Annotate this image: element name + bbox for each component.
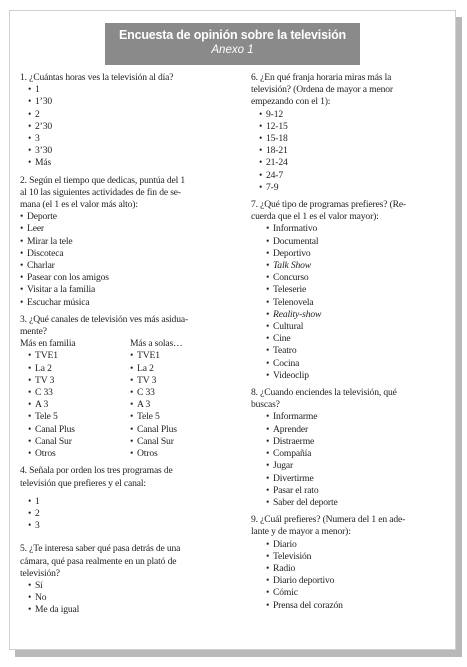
list-item: • 2 <box>35 508 230 520</box>
list-item: • Escuchar música <box>27 297 230 309</box>
question-5-line: 5. ¿Te interesa saber qué pasa detrás de una <box>20 543 181 555</box>
question-8-options <box>251 411 431 509</box>
question-9-options <box>251 539 431 612</box>
list-item: • 3 <box>35 520 230 532</box>
list-item: • Canal Plus <box>137 424 230 436</box>
list-item: • Canal Sur <box>35 436 130 448</box>
list-item: • 18-21 <box>266 145 431 157</box>
list-item: • Cultural <box>273 321 431 333</box>
list-item: • Informarme <box>273 411 431 423</box>
question-3-line: mente? <box>20 326 47 338</box>
list-item: • Teatro <box>273 345 431 357</box>
question-7 <box>251 199 431 382</box>
list-item: • Diario <box>273 539 431 551</box>
family-column <box>20 338 130 460</box>
list-item: • Teleserie <box>273 284 431 296</box>
question-9-line: 9. ¿Cuál prefieres? (Numera del 1 en ade- <box>251 514 406 526</box>
list-item: • 7-9 <box>266 182 431 194</box>
list-item: • Canal Plus <box>35 424 130 436</box>
survey-title: Encuesta de opinión sobre la televisión <box>119 28 346 42</box>
list-item: • Diario deportivo <box>273 575 431 587</box>
question-1 <box>20 72 230 170</box>
alone-column-title: Más a solas… <box>130 338 183 350</box>
question-2-line: 2. Según el tiempo que dedicas, puntúa del 1 <box>20 174 185 186</box>
question-8-line: buscas? <box>251 399 280 411</box>
list-item: • Pasar el rato <box>273 485 431 497</box>
list-item: • Radio <box>273 563 431 575</box>
list-item: • Prensa del corazón <box>273 600 431 612</box>
question-5-line: cámara, qué pasa realmente en un plató de <box>20 555 177 567</box>
list-item: • No <box>35 592 230 604</box>
list-item: • TV 3 <box>35 375 130 387</box>
list-item: • Divertirme <box>273 473 431 485</box>
list-item: • Jugar <box>273 460 431 472</box>
list-item: • Pasear con los amigos <box>27 272 230 284</box>
question-1-text: 1. ¿Cuántas horas ves la televisión al día? <box>20 72 174 83</box>
question-9-line: lante y de mayor a menor): <box>251 526 351 538</box>
question-7-line: 7. ¿Qué tipo de programas prefieres? (Re- <box>251 199 407 211</box>
question-7-line: cuerda que el 1 es el valor mayor): <box>251 211 379 223</box>
list-item: • Talk Show <box>273 260 431 272</box>
list-item: • TVE1 <box>137 350 230 362</box>
list-item: • Distraerme <box>273 436 431 448</box>
list-item: • 1’30 <box>35 96 230 108</box>
right-column <box>251 72 431 617</box>
list-item: • Informativo <box>273 223 431 235</box>
list-item: • Reality-show <box>273 309 431 321</box>
list-item: • 3 <box>35 133 230 145</box>
list-item: • La 2 <box>137 363 230 375</box>
question-8-line: 8. ¿Cuando enciendes la televisión, qué <box>251 387 397 399</box>
list-item: • Me da igual <box>35 604 230 616</box>
question-4-options <box>20 496 230 533</box>
list-item: • A 3 <box>137 399 230 411</box>
question-3-line: 3. ¿Qué canales de televisión ves más asidua- <box>20 313 189 325</box>
list-item: • 24-7 <box>266 170 431 182</box>
annex-label: Anexo 1 <box>211 44 254 56</box>
list-item: • Otros <box>35 448 130 460</box>
list-item: • Canal Sur <box>137 436 230 448</box>
list-item: • 2 <box>35 109 230 121</box>
list-item: • Más <box>35 157 230 169</box>
list-item: • TV 3 <box>137 375 230 387</box>
alone-channel-list <box>130 350 230 460</box>
list-item: • Videoclip <box>273 370 431 382</box>
list-item: • 2’30 <box>35 121 230 133</box>
list-item: • La 2 <box>35 363 130 375</box>
list-item: • Saber del deporte <box>273 497 431 509</box>
alone-column <box>130 338 230 460</box>
question-8 <box>251 387 431 509</box>
list-item: • Mirar la tele <box>27 236 230 248</box>
question-2-line: mana (el 1 es el valor más alto): <box>20 199 138 211</box>
question-7-options <box>251 223 431 382</box>
question-6 <box>251 72 431 194</box>
question-6-line: 6. ¿En qué franja horaria miras más la <box>251 72 392 83</box>
list-item: • Deportivo <box>273 248 431 260</box>
left-column <box>20 72 230 622</box>
family-channel-list <box>20 350 130 460</box>
list-item: • Concurso <box>273 272 431 284</box>
list-item: • Otros <box>137 448 230 460</box>
question-9 <box>251 514 431 612</box>
question-6-line: empezando con el 1): <box>251 96 331 108</box>
channel-columns <box>20 338 230 460</box>
list-item: • Cómic <box>273 587 431 599</box>
question-5-line: televisión? <box>20 567 60 579</box>
question-6-line: televisión? (Ordena de mayor a menor <box>251 84 393 96</box>
list-item: • C 33 <box>137 387 230 399</box>
list-item: • A 3 <box>35 399 130 411</box>
question-4 <box>20 465 230 538</box>
list-item: • Leer <box>27 223 230 235</box>
list-item: • TVE1 <box>35 350 130 362</box>
question-2 <box>20 175 230 309</box>
list-item: • Tele 5 <box>35 411 130 423</box>
list-item: • Aprender <box>273 424 431 436</box>
title-banner <box>105 23 360 65</box>
list-item: • Discoteca <box>27 248 230 260</box>
list-item: • 15-18 <box>266 133 431 145</box>
list-item: • Charlar <box>27 260 230 272</box>
list-item: • 3’30 <box>35 145 230 157</box>
question-4-line: televisión que prefieres y el canal: <box>20 477 146 489</box>
list-item: • Deporte <box>27 211 230 223</box>
list-item: • Televisión <box>273 551 431 563</box>
list-item: • Visitar a la familia <box>27 284 230 296</box>
list-item: • Cine <box>273 333 431 345</box>
list-item: • Compañía <box>273 448 431 460</box>
list-item: • Documental <box>273 236 431 248</box>
list-item: • C 33 <box>35 387 130 399</box>
question-5-options <box>20 580 230 617</box>
list-item: • Cocina <box>273 358 431 370</box>
question-5 <box>20 543 230 616</box>
list-item: • Telenovela <box>273 297 431 309</box>
list-item: • 21-24 <box>266 157 431 169</box>
question-3 <box>20 314 230 460</box>
question-6-options <box>251 109 431 194</box>
question-2-options <box>20 211 230 309</box>
question-2-line: al 10 las siguientes actividades de fin de se- <box>20 186 181 198</box>
list-item: • 12-15 <box>266 121 431 133</box>
family-column-title: Más en familia <box>20 338 76 350</box>
list-item: • Sí <box>35 580 230 592</box>
list-item: • 1 <box>35 84 230 96</box>
list-item: • 9-12 <box>266 109 431 121</box>
list-item: • 1 <box>35 496 230 508</box>
question-4-line: 4. Señala por orden los tres programas de <box>20 465 173 477</box>
list-item: • Tele 5 <box>137 411 230 423</box>
question-1-options <box>20 84 230 169</box>
